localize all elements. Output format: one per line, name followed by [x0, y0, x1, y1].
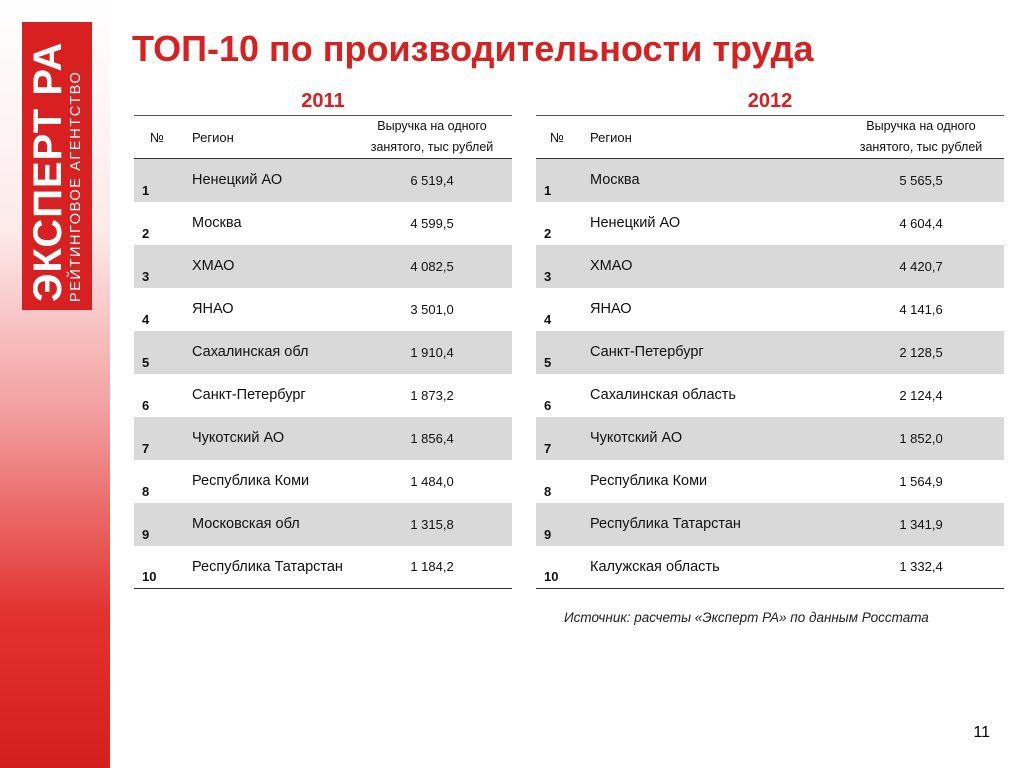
- source-note: Источник: расчеты «Эксперт РА» по данным Росстата: [564, 610, 929, 625]
- slide-title: ТОП-10 по производительности труда: [132, 28, 814, 69]
- table-row: [134, 546, 512, 589]
- table-row: [134, 245, 512, 288]
- row-value: 1 564,9: [899, 473, 943, 489]
- row-value: 2 124,4: [899, 387, 943, 403]
- row-rank: 8: [544, 483, 552, 499]
- year-heading-2011: 2011: [301, 90, 345, 112]
- year-heading-2012: 2012: [747, 90, 793, 112]
- logo-main-text: ЭКСПЕРТ РА: [26, 41, 70, 302]
- table-row: [134, 460, 512, 503]
- row-value: 4 599,5: [410, 215, 454, 231]
- row-value: 4 604,4: [899, 215, 943, 231]
- header-value-line1: Выручка на одного: [866, 119, 976, 133]
- row-region: Республика Татарстан: [192, 558, 343, 575]
- table-header-row: [536, 116, 1004, 159]
- header-region: Регион: [578, 116, 838, 159]
- row-region: Чукотский АО: [192, 430, 285, 446]
- header-value-line1: Выручка на одного: [377, 119, 487, 133]
- table-row: [134, 288, 512, 331]
- row-value: 1 341,9: [899, 516, 943, 532]
- header-region: Регион: [180, 116, 352, 159]
- row-value: 1 315,8: [410, 516, 454, 532]
- header-num: №: [536, 116, 578, 159]
- row-rank: 4: [544, 311, 552, 327]
- row-rank: 3: [142, 268, 150, 284]
- header-value: [838, 116, 1004, 159]
- table-row: [536, 288, 1004, 331]
- table-row: [134, 374, 512, 417]
- row-region: Московская обл: [192, 516, 300, 532]
- row-rank: 6: [544, 397, 552, 413]
- row-region: Республика Коми: [192, 473, 310, 489]
- row-region: Санкт-Петербург: [590, 344, 704, 360]
- row-value: 4 141,6: [899, 301, 943, 317]
- row-rank: 1: [544, 182, 552, 198]
- row-rank: 5: [142, 354, 150, 370]
- row-rank: 3: [544, 268, 552, 284]
- table-row: [536, 460, 1004, 503]
- table-row: [536, 159, 1004, 202]
- row-value: 1 873,2: [410, 387, 454, 403]
- row-region: Санкт-Петербург: [192, 387, 306, 403]
- row-value: 4 420,7: [899, 258, 943, 274]
- table-header-row: [134, 116, 512, 159]
- row-region: Ненецкий АО: [590, 215, 681, 231]
- row-rank: 7: [142, 440, 150, 456]
- row-value: 1 852,0: [899, 430, 943, 446]
- logo-sub-text: РЕЙТИНГОВОЕ АГЕНТСТВО: [68, 70, 84, 302]
- table-row: [536, 503, 1004, 546]
- row-rank: 1: [142, 182, 150, 198]
- ranking-table-2012: [536, 115, 1004, 589]
- row-value: 1 484,0: [410, 473, 454, 489]
- row-rank: 7: [544, 440, 552, 456]
- row-rank: 5: [544, 354, 552, 370]
- row-rank: 6: [142, 397, 150, 413]
- table-row: [134, 417, 512, 460]
- row-value: 5 565,5: [899, 172, 943, 188]
- row-value: 1 184,2: [410, 559, 454, 575]
- header-num: №: [134, 116, 180, 159]
- row-rank: 2: [544, 225, 552, 241]
- row-region: Сахалинская обл: [192, 344, 309, 360]
- row-rank: 4: [142, 311, 150, 327]
- row-rank: 10: [142, 569, 157, 584]
- row-rank: 9: [544, 526, 552, 542]
- table-row: [134, 202, 512, 245]
- row-region: ЯНАО: [590, 301, 632, 317]
- table-row: [536, 202, 1004, 245]
- table-row: [536, 331, 1004, 374]
- table-row: [134, 159, 512, 202]
- row-region: ХМАО: [192, 258, 235, 274]
- sidebar-gradient: [0, 0, 110, 768]
- row-rank: 9: [142, 526, 150, 542]
- table-row: [536, 417, 1004, 460]
- header-value-line2: занятого, тыс рублей: [859, 140, 983, 154]
- page-number: 11: [973, 724, 990, 741]
- table-row: [536, 245, 1004, 288]
- row-value: 3 501,0: [410, 301, 454, 317]
- row-rank: 8: [142, 483, 150, 499]
- row-value: 2 128,5: [899, 344, 943, 360]
- row-value: 1 856,4: [410, 430, 454, 446]
- row-region: Москва: [590, 172, 640, 189]
- table-row: [536, 374, 1004, 417]
- row-rank: 2: [142, 225, 150, 241]
- row-value: 4 082,5: [410, 258, 454, 274]
- row-value: 1 910,4: [410, 344, 454, 360]
- row-region: ЯНАО: [192, 301, 234, 317]
- row-rank: 10: [544, 569, 559, 584]
- ranking-table-2011: [134, 115, 512, 589]
- row-region: Калужская область: [590, 558, 720, 575]
- row-region: Чукотский АО: [590, 430, 683, 446]
- row-region: Республика Коми: [590, 473, 708, 489]
- row-region: Сахалинская область: [590, 387, 736, 403]
- table-row: [134, 331, 512, 374]
- table-row: [536, 546, 1004, 589]
- row-value: 6 519,4: [410, 172, 454, 188]
- row-region: Москва: [192, 215, 242, 231]
- header-value-line2: занятого, тыс рублей: [370, 140, 494, 154]
- row-region: Республика Татарстан: [590, 516, 741, 532]
- row-value: 1 332,4: [899, 559, 943, 575]
- expert-ra-logo: [22, 22, 92, 310]
- table-row: [134, 503, 512, 546]
- header-value: [352, 116, 512, 159]
- row-region: Ненецкий АО: [192, 172, 283, 189]
- row-region: ХМАО: [590, 258, 633, 274]
